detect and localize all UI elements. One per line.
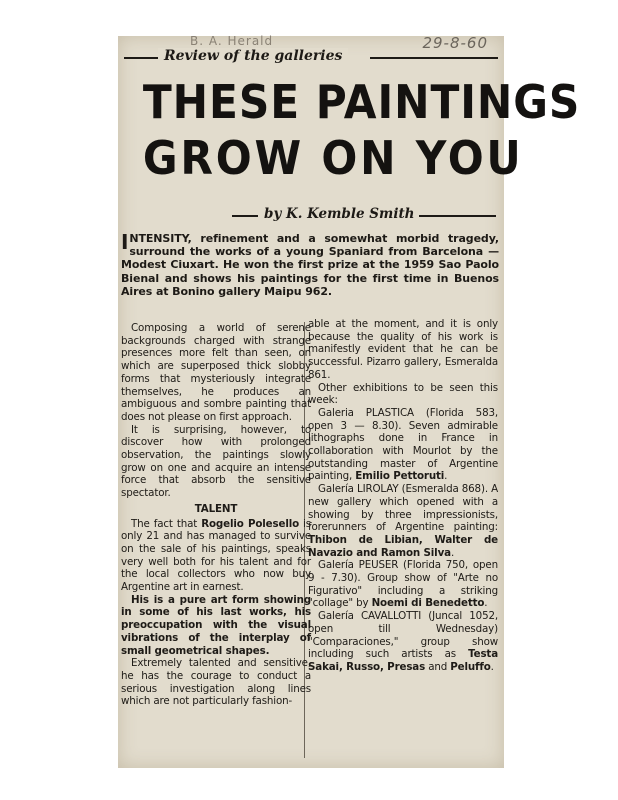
text-run: Galería LIROLAY (Esmeralda 868). A new gallery which opened with a showing by three impressionists, forerunners of Argentine painting: <box>308 483 498 534</box>
byline-text: by K. Kemble Smith <box>260 206 419 222</box>
artist-name: Rogelio Polesello <box>201 517 300 530</box>
byline-rule-left <box>232 215 258 217</box>
paragraph <box>121 518 311 594</box>
artist-name: Testa Sakai, Russo, Presas <box>308 648 498 673</box>
artist-name: Emilio Pettoruti <box>355 470 445 483</box>
handwritten-date: 29-8-60 <box>422 34 488 52</box>
artist-name: Thibon de Libian, Walter de Navazio and Ramon Silva <box>308 533 498 559</box>
headline-line-2: GROW ON YOU <box>142 131 524 185</box>
paragraph: It is surprising, however, to discover how with prolonged observation, the paintings slowly grow on one and acquire an intense force that absorb the sensitive spectator. <box>121 423 311 500</box>
article-column-2 <box>308 318 498 674</box>
byline <box>124 206 498 224</box>
article-column-1 <box>121 322 311 708</box>
text-run: . <box>484 597 488 610</box>
paragraph <box>308 483 498 559</box>
paragraph: Extremely talented and sensitive, he has the courage to conduct a serious investigation along lines which are not particularly fashion- <box>121 657 311 708</box>
section-header <box>124 48 498 66</box>
text-run: Galería PEUSER (Florida 750, open 9 - 7.30). Group show of "Arte no Figurativo" including a striking "collage" by <box>308 559 498 610</box>
text-run: . <box>490 660 494 673</box>
artist-name: Peluffo <box>450 660 491 673</box>
artist-name: Noemi di Benedetto <box>371 597 485 610</box>
paragraph: able at the moment, and it is only because the quality of his work is manifestly evident that he can be successful. Pizarro gallery, Esmeralda 861. <box>308 318 498 381</box>
section-rule-right <box>370 57 498 59</box>
paragraph <box>308 610 498 674</box>
paragraph <box>308 559 498 610</box>
text-run: Galería CAVALLOTTI (Juncal 1052, open till Wednesday) "Comparaciones," group show including such artists as <box>308 610 498 661</box>
text-run: The fact that <box>131 517 202 530</box>
headline <box>128 74 581 186</box>
subheading: TALENT <box>194 502 238 515</box>
section-rule-left <box>124 57 158 59</box>
lead-text: NTENSITY, refinement and a somewhat morbid tragedy, surround the works of a young Spaniard from Barcelona — Modest Ciuxart. He won the first prize at the 1959 Sao Paolo Bienal and shows his paintings for the first time in Buenos Aires at Bonino gallery Maipu 962. <box>121 232 499 298</box>
text-run: Galeria PLASTICA (Florida 583, open 3 — 8.30). Seven admirable lithographs done in France in collaboration with Mourlot by the outstanding master of Argentine painting, <box>308 406 498 483</box>
headline-line-1: THESE PAINTINGS <box>142 75 581 129</box>
drop-cap: I <box>121 230 129 254</box>
text-run: . <box>450 546 455 559</box>
handwritten-source: B. A. Herald <box>190 34 274 48</box>
paragraph: Other exhibitions to be seen this week: <box>308 381 498 407</box>
lead-paragraph <box>121 232 499 298</box>
text-run: is only 21 and has managed to survive on the sale of his paintings, speaks very well both for his talent and for the local collectors who now buy Argentine art in earnest. <box>121 517 311 594</box>
section-title: Review of the galleries <box>158 48 348 64</box>
paragraph <box>308 407 498 483</box>
paragraph-bold: His is a pure art form showing in some of his last works, his preoccupation with the visual vibrations of the interplay of small geometrical shapes. <box>121 593 311 657</box>
text-run: . <box>444 470 448 483</box>
text-run: and <box>425 660 451 673</box>
paragraph: Composing a world of serene backgrounds charged with strange presences more felt than seen, on which are superposed thick slobby forms that mysteriously integrate themselves, he produces an ambiguous and sombre painting that does not please on first approach. <box>121 322 311 423</box>
